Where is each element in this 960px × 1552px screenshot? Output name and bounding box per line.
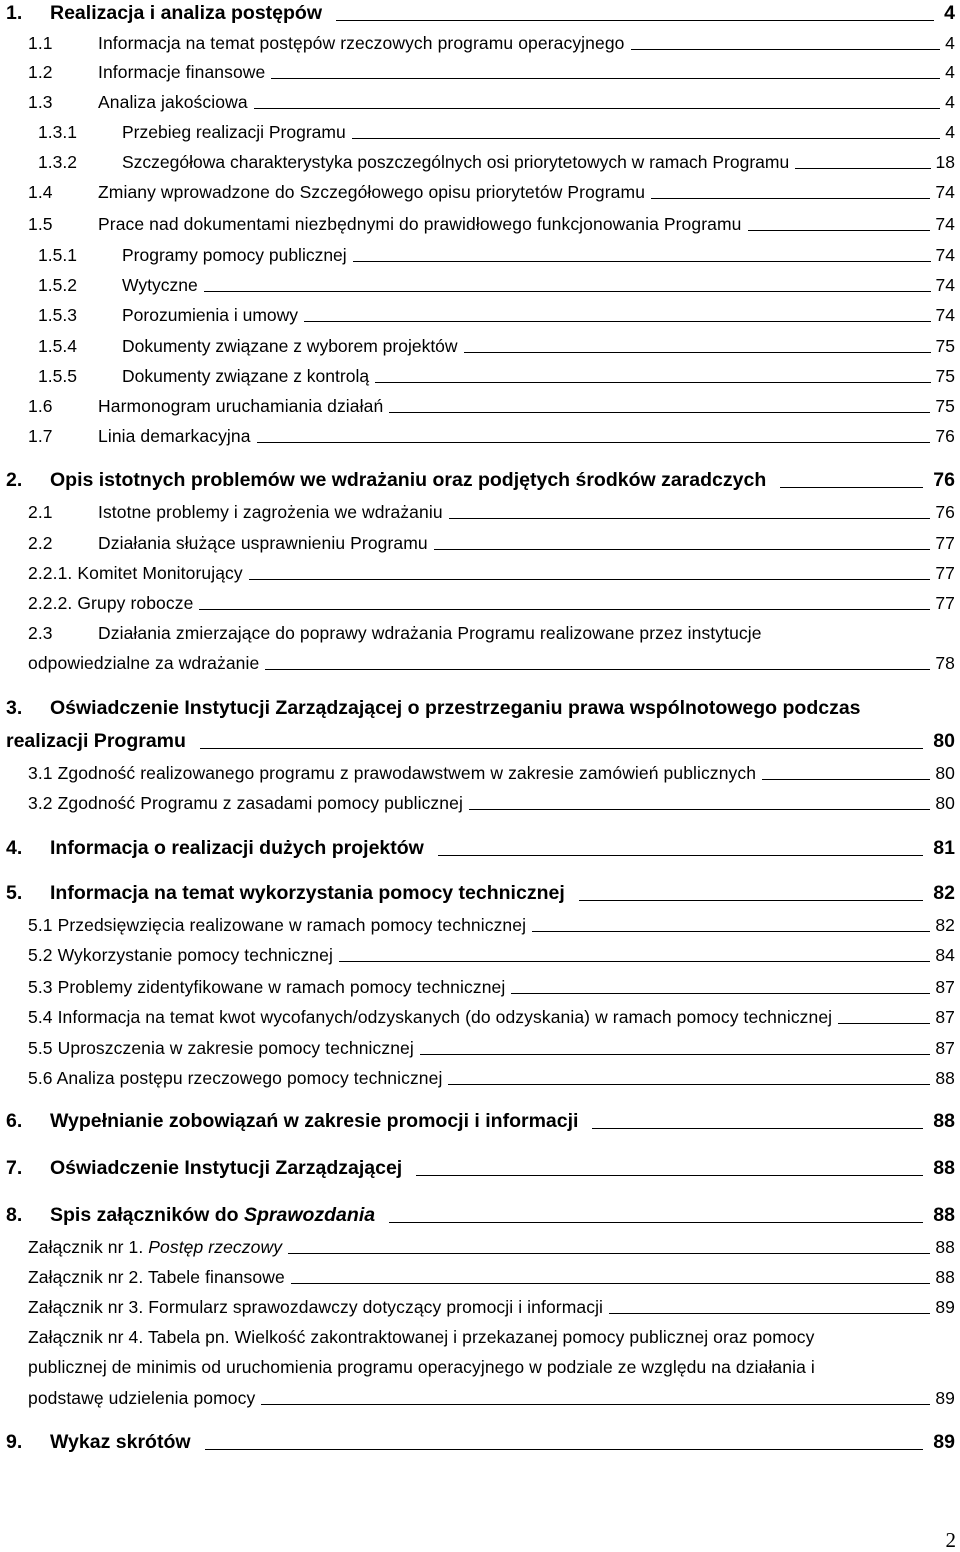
toc-entry-title-text: Działania służące usprawnieniu Programu [98, 533, 428, 553]
toc-entry[interactable] [0, 28, 960, 58]
toc-entry-page: 4 [945, 92, 955, 112]
toc-entry-title-text: Przebieg realizacji Programu [122, 122, 346, 142]
toc-entry-title-text: Działania zmierzające do poprawy wdrażania Programu realizowane przez instytucje [98, 623, 762, 643]
toc-entry-page: 75 [935, 396, 955, 416]
toc-entry-page: 82 [935, 915, 955, 935]
toc-entry-title [50, 1106, 578, 1136]
toc-entry-page: 74 [935, 245, 955, 265]
toc-entry-title [50, 1427, 191, 1457]
toc-leader [434, 549, 931, 550]
toc-entry[interactable] [0, 1033, 960, 1063]
toc-entry[interactable] [0, 240, 960, 270]
toc-entry-number: 1.3.2 [38, 152, 77, 172]
toc-entry-title [98, 57, 265, 87]
toc-entry[interactable] [0, 361, 960, 391]
toc-entry-page: 82 [933, 882, 955, 904]
toc-entry[interactable] [0, 177, 960, 207]
toc-entry-title [50, 465, 766, 495]
toc-entry-title-text: Programy pomocy publicznej [122, 245, 347, 265]
toc-entry-title [28, 1262, 285, 1292]
toc-entry-page: 77 [935, 533, 955, 553]
toc-entry-title-text: Informacja na temat postępów rzeczowych programu operacyjnego [98, 33, 625, 53]
toc-leader [795, 168, 930, 169]
toc-entry-page: 89 [933, 1431, 955, 1453]
toc-entry-page: 89 [935, 1388, 955, 1408]
toc-section[interactable] [0, 465, 960, 495]
toc-entry-title [28, 940, 333, 970]
toc-entry-title [98, 391, 383, 421]
toc-entry-number: 1.7 [28, 426, 53, 446]
toc-entry-title [98, 421, 251, 451]
toc-entry-title-italic: Sprawozdania [243, 1204, 376, 1226]
toc-entry-number: 6. [6, 1110, 23, 1132]
toc-leader [780, 487, 923, 488]
toc-entry-page: 18 [935, 152, 955, 172]
toc-entry-title [98, 177, 645, 207]
toc-entry-title-text: Załącznik nr 2. Tabele finansowe [28, 1267, 285, 1287]
toc-entry-title-continuation: publicznej de minimis od uruchomienia programu operacyjnego w podziale ze względu na działania i [28, 1357, 815, 1377]
toc-entry-title [28, 788, 463, 818]
toc-entry-title [98, 528, 428, 558]
toc-entry-title-text: Załącznik nr 1. [28, 1237, 149, 1257]
toc-leader [199, 609, 930, 610]
toc-entry-page: 74 [935, 275, 955, 295]
toc-entry-title [28, 910, 526, 940]
toc-leader [204, 291, 931, 292]
toc-leader [353, 261, 931, 262]
toc-entry-title [28, 1322, 814, 1352]
toc-leader [291, 1283, 931, 1284]
toc-leader [449, 518, 931, 519]
toc-entry-title [28, 1063, 442, 1093]
toc-entry-page: 74 [935, 305, 955, 325]
toc-entry-page: 88 [933, 1110, 955, 1132]
toc-entry[interactable] [0, 1002, 960, 1032]
toc-entry-page: 77 [935, 593, 955, 613]
toc-entry-title-text: 5.2 Wykorzystanie pomocy technicznej [28, 945, 333, 965]
toc-entry-title-text: 2.2.2. Grupy robocze [28, 593, 194, 613]
toc-entry-title [50, 693, 861, 723]
toc-entry-page: 74 [935, 214, 955, 234]
toc-leader [389, 1222, 923, 1223]
toc-entry[interactable] [0, 87, 960, 117]
toc-entry-title-text: Oświadczenie Instytucji Zarządzającej [50, 1157, 403, 1179]
toc-entry[interactable] [0, 1063, 960, 1093]
toc-leader [420, 1054, 930, 1055]
toc-entry-title-text: 5.4 Informacja na temat kwot wycofanych/odzyskanych (do odzyskania) w ramach pomocy technicznej [28, 1007, 833, 1027]
toc-entry-title [98, 87, 248, 117]
toc-entry-title-text: 5.1 Przedsięwzięcia realizowane w ramach pomocy technicznej [28, 915, 527, 935]
toc-entry-title [122, 300, 298, 330]
toc-entry-number: 9. [6, 1431, 23, 1453]
toc-leader [748, 230, 931, 231]
toc-entry-title-text: Wypełnianie zobowiązań w zakresie promocji i informacji [50, 1110, 579, 1132]
toc-leader [261, 1404, 930, 1405]
toc-entry-title-text: Harmonogram uruchamiania działań [98, 396, 384, 416]
toc-entry-number: 2.2 [28, 533, 53, 553]
toc-leader [389, 412, 930, 413]
toc-leader [416, 1175, 923, 1176]
toc-entry-title-text: Realizacja i analiza postępów [50, 2, 323, 24]
toc-entry-number: 1.1 [28, 33, 53, 53]
toc-entry-page: 89 [935, 1297, 955, 1317]
toc-entry-number: 5. [6, 882, 23, 904]
toc-entry-title-text: Opis istotnych problemów we wdrażaniu oraz podjętych środków zaradczych [50, 469, 767, 491]
toc-entry-title-italic: Postęp rzeczowy [148, 1237, 283, 1257]
toc-entry-page: 80 [935, 793, 955, 813]
toc-entry-page: 84 [935, 945, 955, 965]
toc-leader [762, 779, 930, 780]
toc-entry-title [50, 1153, 402, 1183]
toc-leader [448, 1084, 930, 1085]
toc-section[interactable] [0, 0, 960, 28]
toc-entry-continuation[interactable] [0, 1383, 960, 1413]
toc-leader [257, 442, 931, 443]
toc-leader [271, 78, 940, 79]
toc-entry-number: 1.6 [28, 396, 53, 416]
toc-leader [651, 198, 930, 199]
toc-entry-title [98, 209, 742, 239]
toc-entry-page: 88 [935, 1068, 955, 1088]
toc-entry-title [28, 972, 505, 1002]
toc-entry-title-text: Zmiany wprowadzone do Szczegółowego opisu priorytetów Programu [98, 182, 646, 202]
toc-entry-title [28, 1002, 832, 1032]
toc-entry-title-text: Szczegółowa charakterystyka poszczególnych osi priorytetowych w ramach Programu [122, 152, 790, 172]
toc-entry-title-text: Informacja o realizacji dużych projektów [50, 837, 424, 859]
toc-entry-title-continuation: odpowiedzialne za wdrażanie [28, 653, 260, 673]
toc-entry-title-text: Załącznik nr 3. Formularz sprawozdawczy dotyczący promocji i informacji [28, 1297, 604, 1317]
toc-entry-continuation[interactable] [0, 1352, 960, 1382]
toc-entry-title [28, 588, 193, 618]
toc-entry-title-text: Oświadczenie Instytucji Zarządzającej o przestrzeganiu prawa wspólnotowego podczas [50, 697, 861, 719]
toc-entry-number: 1.5.4 [38, 336, 77, 356]
toc-entry-title-text: 5.6 Analiza postępu rzeczowego pomocy technicznej [28, 1068, 443, 1088]
toc-entry-number: 1.2 [28, 62, 53, 82]
toc-entry-title [122, 270, 198, 300]
toc-leader [254, 108, 941, 109]
toc-entry[interactable] [0, 1232, 960, 1262]
toc-entry-title [50, 878, 565, 908]
toc-entry-title-continuation: realizacji Programu [6, 730, 186, 752]
toc-leader [579, 900, 924, 901]
toc-entry[interactable] [0, 497, 960, 527]
toc-entry-title-continuation: podstawę udzielenia pomocy [28, 1388, 256, 1408]
toc-entry-title-text: Istotne problemy i zagrożenia we wdrażaniu [98, 502, 443, 522]
toc-entry-number: 7. [6, 1157, 23, 1179]
toc-entry[interactable] [0, 1292, 960, 1322]
toc-entry-title [122, 147, 789, 177]
toc-entry-title-text: Informacja na temat wykorzystania pomocy technicznej [50, 882, 565, 904]
toc-entry-title-text: Analiza jakościowa [98, 92, 248, 112]
toc-entry-page: 81 [933, 837, 955, 859]
toc-entry-number: 1.5.3 [38, 305, 77, 325]
toc-entry-page: 75 [935, 366, 955, 386]
toc-entry-title-text: 5.3 Problemy zidentyfikowane w ramach pomocy technicznej [28, 977, 506, 997]
toc-leader [352, 138, 941, 139]
toc-entry-page: 4 [945, 33, 955, 53]
toc-entry-title-text: Dokumenty związane z kontrolą [122, 366, 370, 386]
toc-entry-title [122, 117, 346, 147]
toc-leader [339, 961, 930, 962]
toc-section[interactable] [0, 1106, 960, 1136]
toc-entry[interactable] [0, 300, 960, 330]
toc-entry-page: 88 [933, 1157, 955, 1179]
toc-section[interactable] [0, 693, 960, 723]
toc-entry-number: 2. [6, 469, 23, 491]
toc-leader [249, 579, 931, 580]
toc-entry-number: 2.3 [28, 623, 53, 643]
toc-section[interactable] [0, 1153, 960, 1183]
toc-entry-title-text: Informacje finansowe [98, 62, 266, 82]
toc-entry-title-text: Porozumienia i umowy [122, 305, 299, 325]
toc-entry-number: 1. [6, 2, 23, 24]
toc-entry-page: 80 [935, 763, 955, 783]
toc-entry-number: 1.5 [28, 214, 53, 234]
toc-entry-title-text: Prace nad dokumentami niezbędnymi do prawidłowego funkcjonowania Programu [98, 214, 742, 234]
toc-entry-title [98, 497, 443, 527]
toc-entry[interactable] [0, 588, 960, 618]
toc-entry-page: 4 [945, 122, 955, 142]
toc-entry-title-text: Załącznik nr 4. Tabela pn. Wielkość zakontraktowanej i przekazanej pomocy publicznej oraz pomocy [28, 1327, 815, 1347]
toc-section[interactable] [0, 878, 960, 908]
toc-entry-page: 87 [935, 1007, 955, 1027]
toc-entry-title [122, 331, 458, 361]
toc-entry-title [28, 1033, 414, 1063]
toc-leader [288, 1253, 930, 1254]
toc-entry-number: 1.5.2 [38, 275, 77, 295]
toc-entry-number: 8. [6, 1204, 23, 1226]
toc-entry-number: 1.3.1 [38, 122, 77, 142]
toc-entry[interactable] [0, 331, 960, 361]
toc-entry[interactable] [0, 528, 960, 558]
toc-entry[interactable] [0, 147, 960, 177]
toc-leader [532, 931, 930, 932]
toc-entry[interactable] [0, 421, 960, 451]
toc-entry-page: 4 [944, 2, 955, 24]
toc-entry-title-text: Dokumenty związane z wyborem projektów [122, 336, 458, 356]
toc-entry[interactable] [0, 57, 960, 87]
toc-section[interactable] [0, 1427, 960, 1457]
toc-entry-page: 88 [935, 1267, 955, 1287]
toc-entry-number: 1.4 [28, 182, 53, 202]
toc-section[interactable] [0, 833, 960, 863]
toc-entry-page: 75 [935, 336, 955, 356]
toc-entry-page: 80 [933, 730, 955, 752]
toc-entry-page: 88 [933, 1204, 955, 1226]
toc-entry-title-text: 3.1 Zgodność realizowanego programu z prawodawstwem w zakresie zamówień publicznych [28, 763, 757, 783]
toc-entry[interactable] [0, 972, 960, 1002]
toc-leader [438, 855, 923, 856]
toc-entry-page: 4 [945, 62, 955, 82]
toc-entry-title-text: Spis załączników do [50, 1204, 244, 1226]
toc-section[interactable] [0, 1200, 960, 1230]
toc-entry-page: 76 [933, 469, 955, 491]
toc-entry-title-text: 2.2.1. Komitet Monitorujący [28, 563, 243, 583]
toc-entry-title [122, 361, 369, 391]
toc-entry-title-text: Wykaz skrótów [50, 1431, 191, 1453]
toc-entry-page: 88 [935, 1237, 955, 1257]
toc-entry-title [50, 1200, 375, 1230]
toc-leader [631, 49, 941, 50]
toc-entry-title-text: 5.5 Uproszczenia w zakresie pomocy technicznej [28, 1038, 414, 1058]
toc-entry-number: 1.3 [28, 92, 53, 112]
toc-entry-title [28, 1232, 282, 1262]
toc-entry-title [98, 618, 762, 648]
toc-entry[interactable] [0, 117, 960, 147]
toc-leader [336, 20, 934, 21]
toc-leader [609, 1313, 930, 1314]
toc-entry-title [50, 0, 322, 28]
toc-entry-number: 3. [6, 697, 23, 719]
toc-entry[interactable] [0, 940, 960, 970]
toc-entry-title-text: Wytyczne [122, 275, 198, 295]
toc-entry[interactable] [0, 391, 960, 421]
page-number: 2 [945, 1528, 956, 1552]
toc-entry-title [28, 758, 756, 788]
toc-entry-title [50, 833, 424, 863]
toc-entry-number: 2.1 [28, 502, 53, 522]
toc-entry[interactable] [0, 209, 960, 239]
toc-entry-title [28, 558, 243, 588]
toc-entry[interactable] [0, 618, 960, 648]
toc-leader [265, 669, 930, 670]
toc-entry[interactable] [0, 558, 960, 588]
toc-entry-page: 76 [935, 426, 955, 446]
toc-leader [205, 1449, 924, 1450]
toc-entry-page: 87 [935, 977, 955, 997]
toc-leader [304, 321, 930, 322]
toc-leader [592, 1128, 923, 1129]
toc-entry[interactable] [0, 788, 960, 818]
toc-entry[interactable] [0, 758, 960, 788]
toc-entry[interactable] [0, 910, 960, 940]
toc-entry-title [98, 28, 625, 58]
toc-entry-title-text: Linia demarkacyjna [98, 426, 251, 446]
toc-entry-title-text: 3.2 Zgodność Programu z zasadami pomocy publicznej [28, 793, 463, 813]
toc-entry-number: 4. [6, 837, 23, 859]
toc-entry-number: 1.5.5 [38, 366, 77, 386]
toc-entry-page: 78 [935, 653, 955, 673]
toc-leader [838, 1023, 930, 1024]
toc-leader [464, 352, 931, 353]
toc-entry-continuation[interactable] [0, 648, 960, 678]
toc-leader [511, 993, 930, 994]
toc-leader [375, 382, 930, 383]
toc-entry-page: 77 [935, 563, 955, 583]
toc-entry[interactable] [0, 1262, 960, 1292]
toc-entry-page: 76 [935, 502, 955, 522]
toc-entry[interactable] [0, 1322, 960, 1352]
toc-section-continuation[interactable] [0, 726, 960, 756]
toc-entry-title [28, 1292, 603, 1322]
toc-entry-page: 74 [935, 182, 955, 202]
toc-entry[interactable] [0, 270, 960, 300]
toc-entry-title [122, 240, 347, 270]
toc-entry-number: 1.5.1 [38, 245, 77, 265]
toc-leader [200, 748, 923, 749]
toc-entry-page: 87 [935, 1038, 955, 1058]
toc-leader [469, 809, 930, 810]
